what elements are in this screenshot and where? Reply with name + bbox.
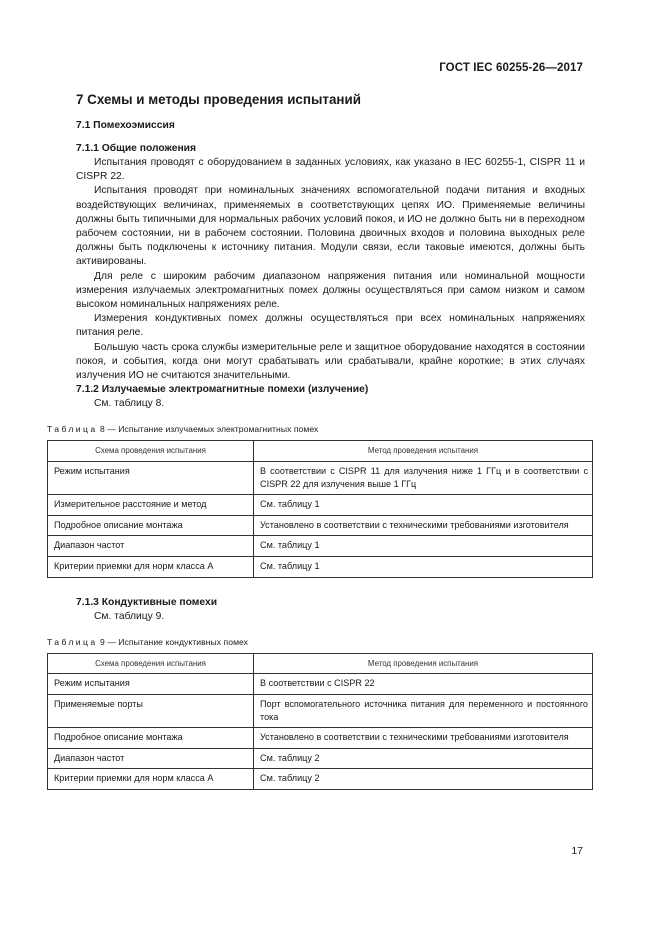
caption-label: Таблица bbox=[47, 424, 98, 435]
table-cell: Диапазон частот bbox=[48, 748, 254, 769]
paragraph: Испытания проводят при номинальных значениях вспомогательной подачи питания и входных воздействующих величинах, применяемых в соответствующих цепях ИО. Применяемые величины должны быть типичными для нормальных рабочих условий покоя, и ИО не должно быть ни в переходном рабочем состоянии, ни в рабочем состоянии. Половина двоичных входов и половина выходных реле должны быть подключены к источнику питания. Модули связи, если таковые имеются, должны быть активированы. bbox=[76, 185, 585, 268]
section-7-1-2-heading: 7.1.2 Излучаемые электромагнитные помехи (излучение) bbox=[76, 384, 369, 396]
table-cell: В соответствии с CISPR 11 для излучения ниже 1 ГГц и в соответствии с CISPR 22 для излучения выше 1 ГГц bbox=[254, 462, 593, 495]
table-cell: В соответствии с CISPR 22 bbox=[254, 674, 593, 695]
table-8 bbox=[47, 440, 593, 577]
table-cell: Установлено в соответствии с техническими требованиями изготовителя bbox=[254, 515, 593, 536]
paragraph: Для реле с широким рабочим диапазоном напряжения питания или номинальной мощности измерения излучаемых электромагнитных помех должны осуществляться при самом низком и самом высоком номинальных напряжениях реле. bbox=[76, 270, 585, 311]
table-cell: Измерительное расстояние и метод bbox=[48, 495, 254, 516]
standard-designation: ГОСТ IEC 60255-26—2017 bbox=[439, 62, 583, 74]
caption-label: Таблица bbox=[47, 636, 98, 647]
table-row bbox=[48, 462, 593, 495]
table-row bbox=[48, 674, 593, 695]
table-cell: Режим испытания bbox=[48, 674, 254, 695]
table-9-caption bbox=[47, 637, 585, 647]
section-7-1-1-heading: 7.1.1 Общие положения bbox=[76, 143, 196, 154]
section-7-1-3-heading: 7.1.3 Кондуктивные помехи bbox=[76, 596, 218, 608]
table-row bbox=[48, 695, 593, 728]
paragraph: Измерения кондуктивных помех должны осуществляться при всех номинальных напряжениях питания реле. bbox=[76, 313, 585, 339]
table-cell: Применяемые порты bbox=[48, 695, 254, 728]
table-cell: Подробное описание монтажа bbox=[48, 728, 254, 749]
table-cell: Порт вспомогательного источника питания для переменного и постоянного тока bbox=[254, 695, 593, 728]
table-9 bbox=[47, 653, 593, 790]
table-8-reference: См. таблицу 8. bbox=[94, 398, 165, 410]
table-cell: См. таблицу 2 bbox=[254, 769, 593, 790]
section-7-1-heading: 7.1 Помехоэмиссия bbox=[76, 120, 175, 131]
table-header-row bbox=[48, 441, 593, 462]
column-header: Метод проведения испытания bbox=[254, 441, 593, 462]
caption-text: 9 — Испытание кондуктивных помех bbox=[99, 636, 249, 647]
table-cell: Диапазон частот bbox=[48, 536, 254, 557]
table-cell: Установлено в соответствии с техническими требованиями изготовителя bbox=[254, 728, 593, 749]
table-row bbox=[48, 536, 593, 557]
table-cell: См. таблицу 2 bbox=[254, 748, 593, 769]
column-header: Схема проведения испытания bbox=[48, 441, 254, 462]
table-cell: См. таблицу 1 bbox=[254, 495, 593, 516]
table-cell: Режим испытания bbox=[48, 462, 254, 495]
column-header: Схема проведения испытания bbox=[48, 653, 254, 674]
table-8-caption bbox=[47, 424, 585, 434]
table-cell: См. таблицу 1 bbox=[254, 557, 593, 578]
table-cell: Критерии приемки для норм класса A bbox=[48, 769, 254, 790]
table-row bbox=[48, 515, 593, 536]
column-header: Метод проведения испытания bbox=[254, 653, 593, 674]
paragraph: Испытания проводят с оборудованием в заданных условиях, как указано в IEC 60255-1, CISPR 11 и CISPR 22. bbox=[76, 157, 585, 183]
table-cell: См. таблицу 1 bbox=[254, 536, 593, 557]
table-9-reference: См. таблицу 9. bbox=[94, 610, 165, 622]
table-row bbox=[48, 728, 593, 749]
page-number: 17 bbox=[571, 845, 583, 857]
page-content bbox=[47, 92, 588, 790]
table-row bbox=[48, 557, 593, 578]
table-cell: Подробное описание монтажа bbox=[48, 515, 254, 536]
table-row bbox=[48, 748, 593, 769]
table-row bbox=[48, 495, 593, 516]
table-header-row bbox=[48, 653, 593, 674]
paragraph: Большую часть срока службы измерительные реле и защитное оборудование находятся в состоянии покоя, и события, когда они могут срабатывать или срабатывали, крайне короткие; в этих случаях излучения ИО не считаются значительными. bbox=[76, 341, 585, 382]
table-cell: Критерии приемки для норм класса A bbox=[48, 557, 254, 578]
caption-text: 8 — Испытание излучаемых электромагнитных помех bbox=[99, 424, 319, 435]
section-7-heading: 7 Схемы и методы проведения испытаний bbox=[76, 92, 361, 107]
table-row bbox=[48, 769, 593, 790]
